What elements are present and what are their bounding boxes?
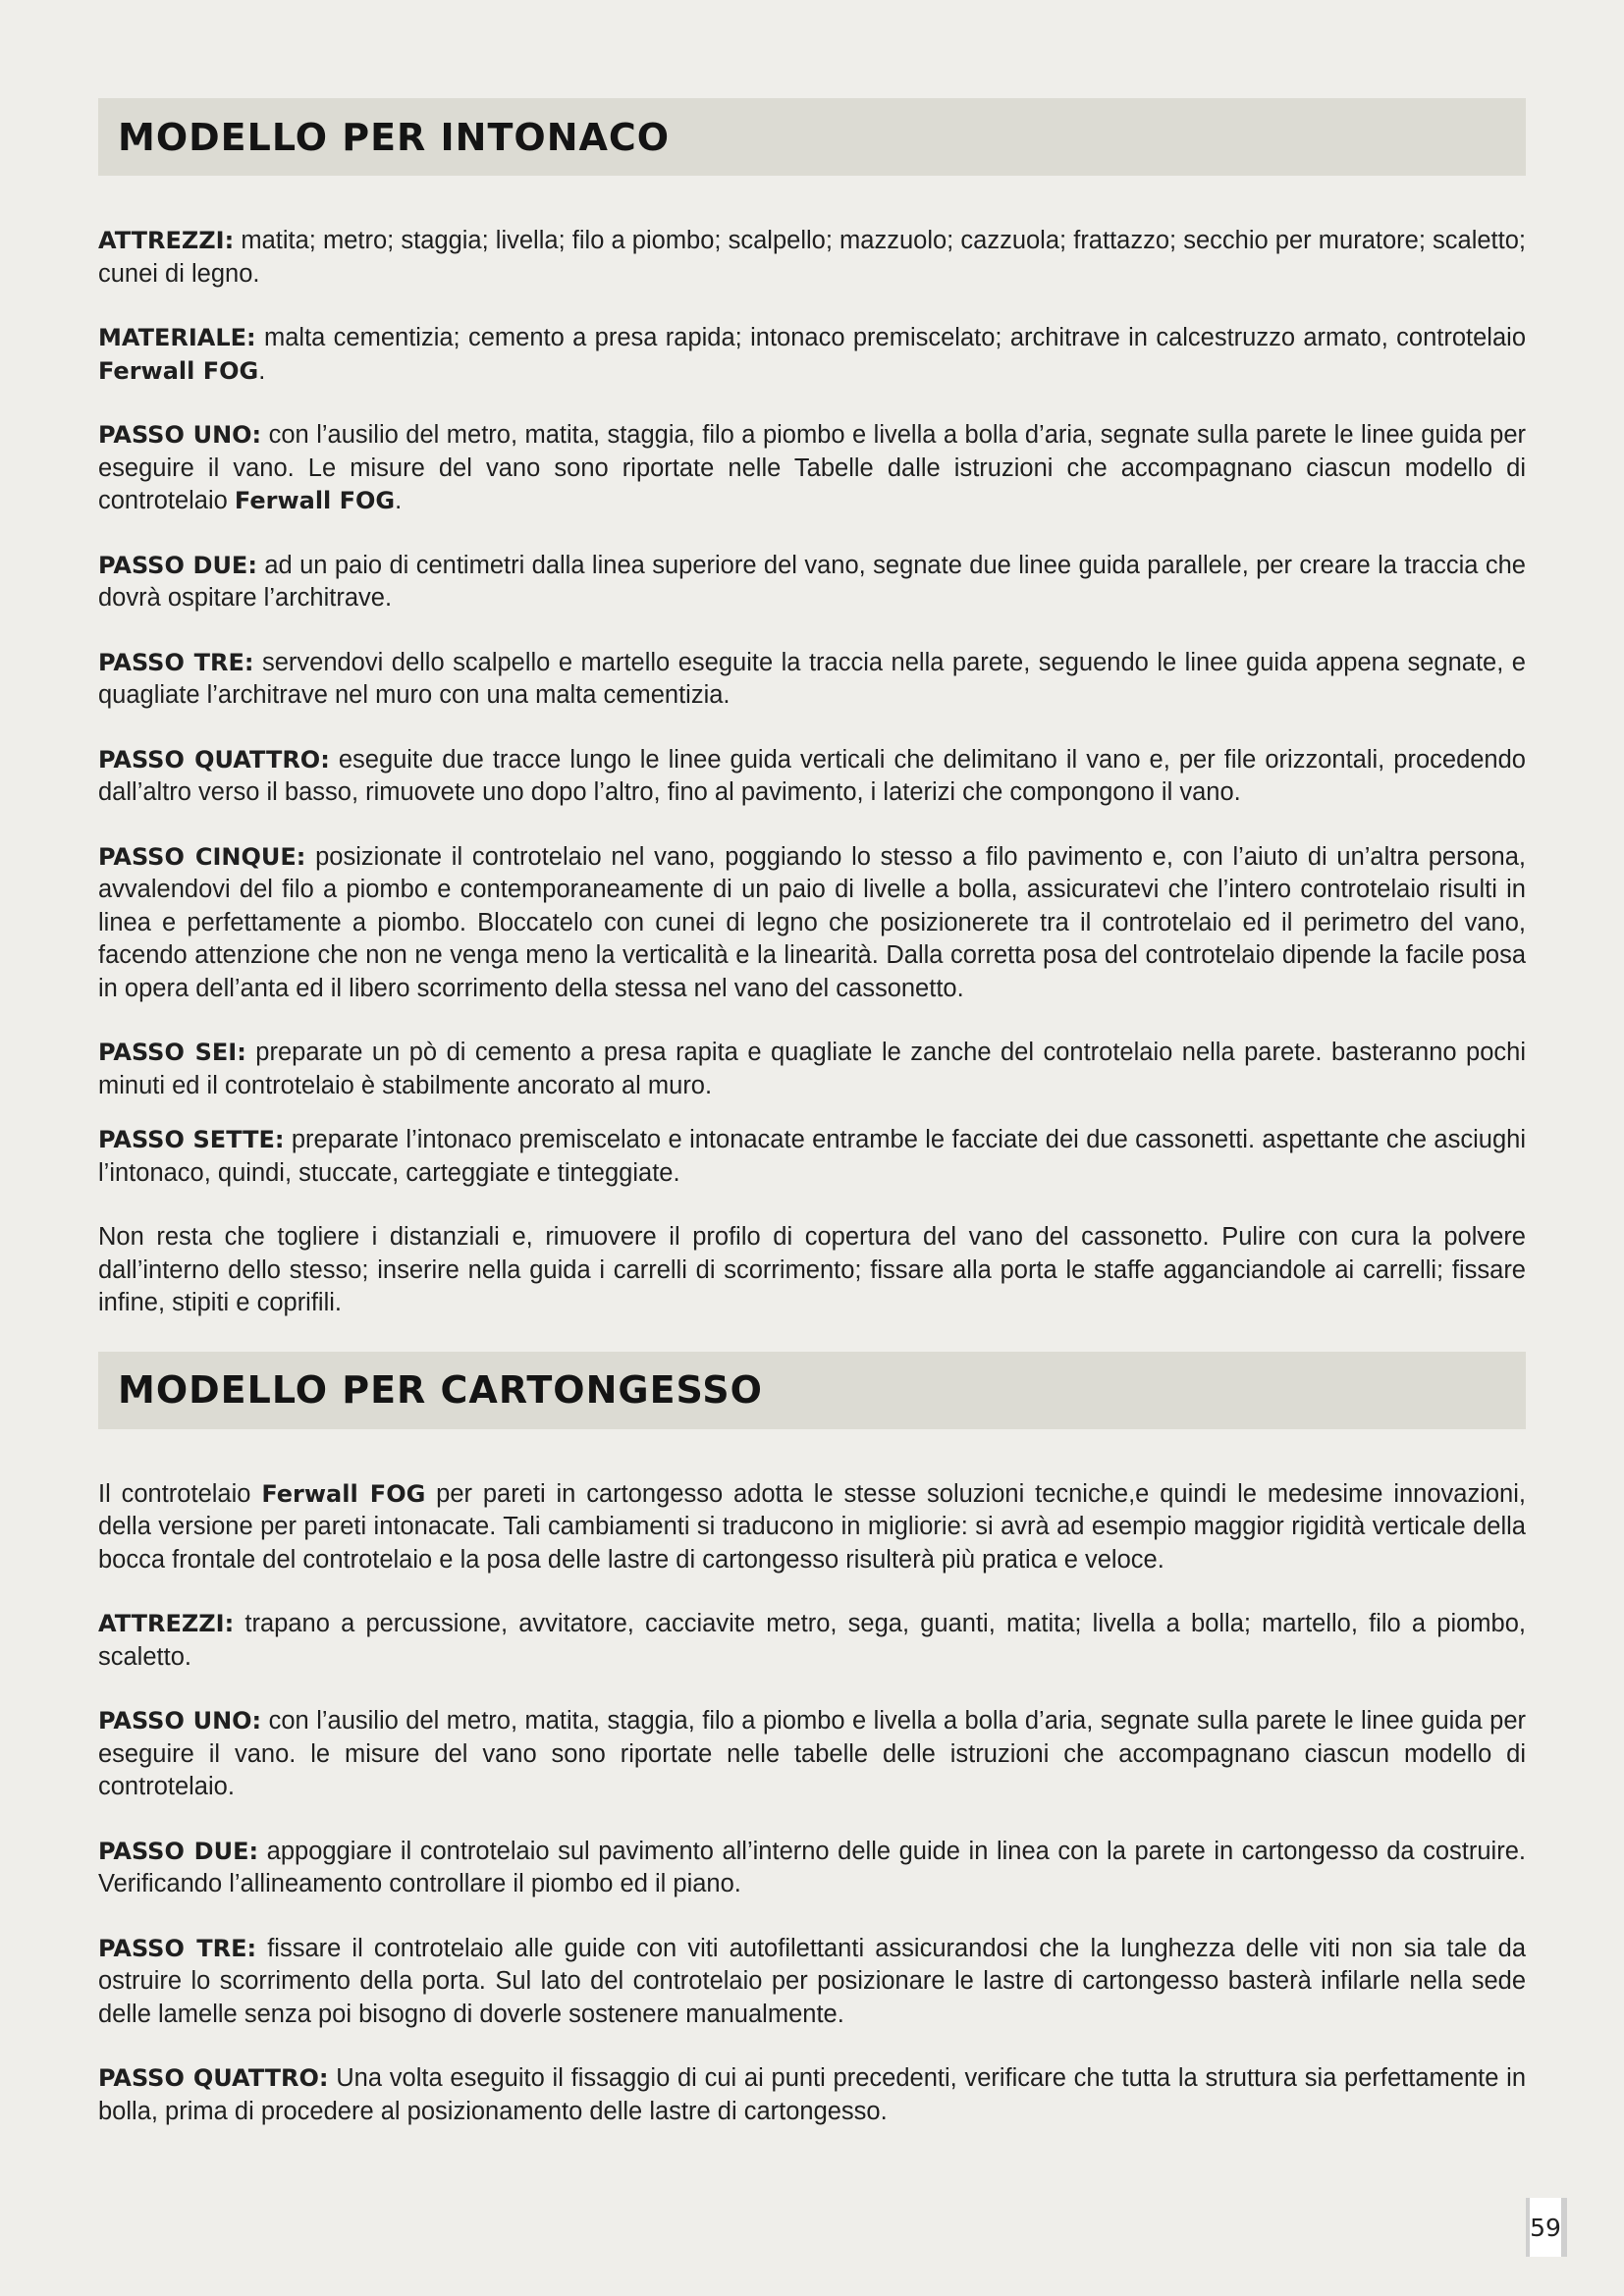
section-title: MODELLO PER CARTONGESSO <box>118 1368 763 1412</box>
paragraph-text: . <box>395 487 403 514</box>
paragraph-label: PASSO QUATTRO: <box>98 745 330 774</box>
paragraph-text: Non resta che togliere i distanziali e, rimuovere il profilo di copertura del vano del cassonetto. Pulire con cura la polvere dall’interno dello stesso; inserire nella guida i carrelli di scorrimento; fissare alla porta le staffe agganciandole ai carrelli; fissare infine, stipiti e coprifili. <box>98 1223 1526 1316</box>
paragraph-label: PASSO CINQUE: <box>98 842 306 871</box>
paragraph-text: matita; metro; staggia; livella; filo a piombo; scalpello; mazzuolo; cazzuola; frattazzo; secchio per muratore; scaletto; cunei di legno. <box>98 227 1526 288</box>
paragraph-text: malta cementizia; cemento a presa rapida; intonaco premiscelato; architrave in calcestruzzo armato, controtelaio <box>255 324 1526 351</box>
paragraph <box>98 1124 1526 1190</box>
paragraph-label: PASSO SEI: <box>98 1039 246 1066</box>
paragraph-label: MATERIALE: <box>98 324 256 351</box>
paragraph <box>98 322 1526 388</box>
section-cartongesso <box>98 1352 1526 2129</box>
product-name: Ferwall FOG <box>98 356 259 385</box>
section-header <box>98 1352 1526 1429</box>
paragraph-text: eseguite due tracce lungo le linee guida verticali che delimitano il vano e, per file orizzontali, procedendo dall’altro verso il basso, rimuovete uno dopo l’altro, fino al pavimento, i laterizi che compongono il vano. <box>98 745 1526 806</box>
paragraph <box>98 1037 1526 1102</box>
paragraph-label: ATTREZZI: <box>98 227 235 254</box>
paragraph-text: Una volta eseguito il fissaggio di cui ai punti precedenti, verificare che tutta la struttura sia perfettamente in bolla, prima di procedere al posizionamento delle lastre di cartongesso. <box>98 2064 1526 2125</box>
section-header <box>98 98 1526 176</box>
paragraph <box>98 1608 1526 1674</box>
section-title: MODELLO PER INTONACO <box>118 115 671 159</box>
paragraph <box>98 550 1526 615</box>
section-body <box>98 1478 1526 2129</box>
paragraph <box>98 419 1526 518</box>
paragraph <box>98 1221 1526 1320</box>
paragraph <box>98 647 1526 713</box>
paragraph <box>98 744 1526 810</box>
paragraph-label: ATTREZZI: <box>98 1610 235 1637</box>
paragraph <box>98 1478 1526 1577</box>
paragraph <box>98 1933 1526 2032</box>
product-name: Ferwall FOG <box>261 1479 426 1508</box>
paragraph-label: PASSO SETTE: <box>98 1126 285 1153</box>
paragraph <box>98 1705 1526 1804</box>
paragraph-label: PASSO UNO: <box>98 1707 262 1735</box>
paragraph-label: PASSO UNO: <box>98 421 262 449</box>
paragraph-label: PASSO TRE: <box>98 648 254 676</box>
paragraph-text: Il controtelaio <box>98 1479 262 1508</box>
paragraph-text: posizionate il controtelaio nel vano, poggiando lo stesso a filo pavimento e, con l’aiuto di un’altra persona, avvalendovi del filo a piombo e contemporaneamente di un paio di livelle a bolla, assicuratevi che l’intero controtelaio risulti in linea e perfettamente a piombo. Bloccatelo con cunei di legno che posizionerete tra il controtelaio ed il perimetro del vano, facendo attenzione che non ne venga meno la verticalità e la linearità. Dalla corretta posa del controtelaio dipende la facile posa in opera dell’anta ed il libero scorrimento della stessa nel vano del cassonetto. <box>98 842 1526 1002</box>
paragraph-text: con l’ausilio del metro, matita, staggia, filo a piombo e livella a bolla d’aria, segnate sulla parete le linee guida per eseguire il vano. Le misure del vano sono riportate nelle Tabelle dalle istruzioni che accompagnano ciascun modello di controtelaio <box>98 421 1526 514</box>
paragraph <box>98 1836 1526 1901</box>
paragraph-text: preparate un pò di cemento a presa rapita e quagliate le zanche del controtelaio nella parete. basteranno pochi minuti ed il controtelaio è stabilmente ancorato al muro. <box>98 1039 1526 1099</box>
paragraph-text: ad un paio di centimetri dalla linea superiore del vano, segnate due linee guida parallele, per creare la traccia che dovrà ospitare l’architrave. <box>98 551 1526 612</box>
page-number: 59 <box>1526 2198 1561 2257</box>
paragraph-text: servendovi dello scalpello e martello eseguite la traccia nella parete, seguendo le linee guida appena segnate, e quagliate l’architrave nel muro con una malta cementizia. <box>98 648 1526 709</box>
paragraph <box>98 841 1526 1006</box>
product-name: Ferwall FOG <box>234 487 396 514</box>
paragraph-text: preparate l’intonaco premiscelato e intonacate entrambe le facciate dei due cassonetti. aspettante che asciughi l’intonaco, quindi, stuccate, carteggiate e tinteggiate. <box>98 1126 1526 1187</box>
paragraph <box>98 225 1526 291</box>
section-intonaco <box>98 98 1526 1320</box>
paragraph-text: fissare il controtelaio alle guide con viti autofilettanti assicurandosi che la lunghezza delle viti non sia tale da ostruire lo scorrimento della porta. Sul lato del controtelaio per posizionare le lastre di cartongesso basterà infilarle nella sede delle lamelle senza poi bisogno di doverle sostenere manualmente. <box>98 1934 1527 2028</box>
paragraph-label: PASSO DUE: <box>98 1837 259 1865</box>
paragraph-text: trapano a percussione, avvitatore, cacciavite metro, sega, guanti, matita; livella a bolla; martello, filo a piombo, scaletto. <box>98 1610 1526 1671</box>
paragraph-text: con l’ausilio del metro, matita, staggia, filo a piombo e livella a bolla d’aria, segnate sulla parete le linee guida per eseguire il vano. le misure del vano sono riportate nelle tabelle delle istruzioni che accompagnano ciascun modello di controtelaio. <box>98 1707 1526 1800</box>
section-body <box>98 225 1526 1320</box>
paragraph-label: PASSO QUATTRO: <box>98 2064 329 2092</box>
paragraph-label: PASSO DUE: <box>98 551 257 579</box>
paragraph <box>98 2062 1526 2128</box>
paragraph-text: per pareti in cartongesso adotta le stesse soluzioni tecniche,e quindi le medesime innovazioni, della versione per pareti intonacate. Tali cambiamenti si traducono in migliorie: si avrà ad esempio maggior rigidità verticale della bocca frontale del controtelaio e la posa delle lastre di cartongesso risulterà più pratica e veloce. <box>98 1479 1526 1574</box>
paragraph-label: PASSO TRE: <box>98 1934 257 1962</box>
document-page <box>98 98 1526 2160</box>
paragraph-text: appoggiare il controtelaio sul pavimento all’interno delle guide in linea con la parete in cartongesso da costruire. Verificando l’allineamento controllare il piombo ed il piano. <box>98 1837 1526 1897</box>
paragraph-text: . <box>258 356 266 385</box>
